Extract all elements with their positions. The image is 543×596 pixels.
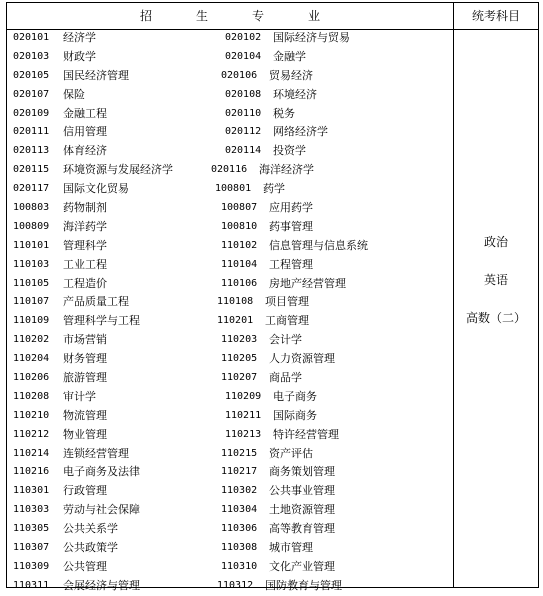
major-name: 财务管理 bbox=[63, 352, 107, 366]
major-name: 国民经济管理 bbox=[63, 68, 129, 82]
major-name: 公共管理 bbox=[63, 559, 107, 573]
major-code: 100807 bbox=[221, 202, 258, 214]
major-name: 市场营销 bbox=[63, 333, 107, 347]
table-header bbox=[7, 3, 538, 30]
major-name: 连锁经营管理 bbox=[63, 446, 129, 460]
table-row bbox=[7, 123, 453, 142]
major-code: 110309 bbox=[13, 560, 50, 572]
major-code: 020107 bbox=[13, 88, 50, 100]
major-code: 110305 bbox=[13, 523, 50, 535]
major-name: 贸易经济 bbox=[269, 68, 313, 82]
major-name: 物业管理 bbox=[63, 427, 107, 441]
major-name: 投资学 bbox=[273, 144, 306, 158]
major-name: 电子商务 bbox=[273, 389, 317, 403]
major-code: 110211 bbox=[225, 409, 262, 421]
major-code: 110205 bbox=[221, 353, 258, 365]
major-code: 110302 bbox=[221, 485, 258, 497]
table-row bbox=[7, 86, 453, 105]
exam-subject-math: 高数（二） bbox=[465, 311, 526, 325]
major-name: 经济学 bbox=[63, 31, 96, 44]
major-name: 文化产业管理 bbox=[269, 559, 335, 573]
major-name: 环境资源与发展经济学 bbox=[63, 163, 173, 177]
major-name: 海洋药学 bbox=[63, 219, 107, 233]
major-code: 110107 bbox=[13, 296, 50, 308]
major-code: 110215 bbox=[221, 447, 258, 459]
major-name: 管理科学 bbox=[63, 238, 107, 252]
major-code: 110104 bbox=[221, 258, 258, 270]
major-code: 110102 bbox=[221, 239, 258, 251]
major-code: 020109 bbox=[13, 107, 50, 119]
major-code: 110201 bbox=[217, 315, 254, 327]
major-name: 网络经济学 bbox=[273, 125, 328, 139]
exam-subject-english: 英语 bbox=[483, 273, 508, 287]
table-row bbox=[7, 369, 453, 388]
table-row bbox=[7, 558, 453, 577]
header-char: 招 bbox=[139, 9, 152, 23]
major-code: 110206 bbox=[13, 372, 50, 384]
major-name: 人力资源管理 bbox=[269, 352, 335, 366]
major-name: 会计学 bbox=[269, 333, 302, 347]
major-name: 行政管理 bbox=[63, 484, 107, 498]
table-row bbox=[7, 218, 453, 237]
major-code: 020116 bbox=[211, 164, 248, 176]
major-code: 110106 bbox=[221, 277, 258, 289]
major-code: 020112 bbox=[225, 126, 262, 138]
major-name: 国防教育与管理 bbox=[265, 578, 342, 592]
major-code: 110212 bbox=[13, 428, 50, 440]
major-code: 110307 bbox=[13, 542, 50, 554]
table-row bbox=[7, 463, 453, 482]
table-row bbox=[7, 237, 453, 256]
major-name: 公共事业管理 bbox=[269, 484, 335, 498]
major-name: 工业工程 bbox=[63, 257, 107, 271]
major-code: 100803 bbox=[13, 202, 50, 214]
major-code: 110217 bbox=[221, 466, 258, 478]
major-code: 110213 bbox=[225, 428, 262, 440]
table-row bbox=[7, 407, 453, 426]
major-name: 环境经济 bbox=[273, 87, 317, 101]
major-name: 应用药学 bbox=[269, 201, 313, 215]
major-code: 110310 bbox=[221, 560, 258, 572]
table-row bbox=[7, 312, 453, 331]
major-name: 药物制剂 bbox=[63, 201, 107, 215]
major-code: 020111 bbox=[13, 126, 50, 138]
table-row bbox=[7, 105, 453, 124]
major-code: 020104 bbox=[225, 50, 262, 62]
table-row bbox=[7, 445, 453, 464]
major-code: 020103 bbox=[13, 50, 50, 62]
table-row bbox=[7, 388, 453, 407]
header-char: 生 bbox=[195, 9, 208, 23]
major-code: 110109 bbox=[13, 315, 50, 327]
major-name: 电子商务及法律 bbox=[63, 465, 140, 479]
major-code: 020102 bbox=[225, 32, 262, 43]
majors-table bbox=[6, 2, 539, 592]
major-name: 旅游管理 bbox=[63, 371, 107, 385]
header-char: 专 bbox=[252, 9, 265, 23]
major-code: 110312 bbox=[217, 579, 254, 591]
table-row bbox=[7, 29, 453, 48]
column-divider bbox=[453, 29, 454, 587]
major-name: 金融工程 bbox=[63, 106, 107, 120]
major-code: 110204 bbox=[13, 353, 50, 365]
major-code: 020114 bbox=[225, 145, 262, 157]
major-code: 020105 bbox=[13, 69, 50, 81]
major-name: 特许经营管理 bbox=[273, 427, 339, 441]
major-name: 财政学 bbox=[63, 49, 96, 63]
table-row bbox=[7, 501, 453, 520]
major-code: 110203 bbox=[221, 334, 258, 346]
table-row bbox=[7, 577, 453, 596]
major-code: 110202 bbox=[13, 334, 50, 346]
major-code: 020110 bbox=[225, 107, 262, 119]
major-code: 100801 bbox=[215, 183, 252, 195]
major-code: 100810 bbox=[221, 220, 258, 232]
major-name: 高等教育管理 bbox=[269, 522, 335, 536]
major-code: 110303 bbox=[13, 504, 50, 516]
major-name: 产品质量工程 bbox=[63, 295, 129, 309]
major-code: 100809 bbox=[13, 220, 50, 232]
majors-list bbox=[7, 29, 453, 596]
major-code: 110216 bbox=[13, 466, 50, 478]
table-row bbox=[7, 256, 453, 275]
table-row bbox=[7, 293, 453, 312]
major-name: 工程管理 bbox=[269, 257, 313, 271]
table-row bbox=[7, 48, 453, 67]
table-row bbox=[7, 161, 453, 180]
major-name: 项目管理 bbox=[265, 295, 309, 309]
major-name: 城市管理 bbox=[269, 541, 313, 555]
table-row bbox=[7, 331, 453, 350]
major-code: 020101 bbox=[13, 32, 50, 43]
exam-subject-politics: 政治 bbox=[483, 235, 508, 249]
major-name: 工程造价 bbox=[63, 276, 107, 290]
major-name: 国际文化贸易 bbox=[63, 182, 129, 196]
header-majors-title bbox=[7, 3, 453, 29]
major-name: 审计学 bbox=[63, 389, 96, 403]
major-name: 公共政策学 bbox=[63, 541, 118, 555]
major-name: 金融学 bbox=[273, 49, 306, 63]
header-exam-subjects: 统考科目 bbox=[453, 3, 538, 29]
major-code: 110214 bbox=[13, 447, 50, 459]
major-code: 110103 bbox=[13, 258, 50, 270]
table-row bbox=[7, 426, 453, 445]
table-row bbox=[7, 180, 453, 199]
major-name: 资产评估 bbox=[269, 446, 313, 460]
major-name: 劳动与社会保障 bbox=[63, 503, 140, 517]
major-name: 体育经济 bbox=[63, 144, 107, 158]
major-name: 物流管理 bbox=[63, 408, 107, 422]
table-row bbox=[7, 275, 453, 294]
major-code: 110208 bbox=[13, 390, 50, 402]
major-name: 工商管理 bbox=[265, 314, 309, 328]
major-code: 020106 bbox=[221, 69, 258, 81]
major-code: 110210 bbox=[13, 409, 50, 421]
table-row bbox=[7, 142, 453, 161]
major-code: 020108 bbox=[225, 88, 262, 100]
major-name: 商务策划管理 bbox=[269, 465, 335, 479]
major-code: 110209 bbox=[225, 390, 262, 402]
table-row bbox=[7, 539, 453, 558]
major-code: 110311 bbox=[13, 579, 50, 591]
major-code: 110308 bbox=[221, 542, 258, 554]
major-name: 保险 bbox=[63, 87, 85, 101]
major-code: 020113 bbox=[13, 145, 50, 157]
major-name: 房地产经营管理 bbox=[269, 276, 346, 290]
major-code: 110105 bbox=[13, 277, 50, 289]
major-name: 税务 bbox=[273, 106, 295, 120]
major-name: 管理科学与工程 bbox=[63, 314, 140, 328]
major-name: 国际经济与贸易 bbox=[273, 31, 350, 44]
major-code: 110301 bbox=[13, 485, 50, 497]
table-row bbox=[7, 482, 453, 501]
major-code: 110306 bbox=[221, 523, 258, 535]
table-row bbox=[7, 199, 453, 218]
major-name: 海洋经济学 bbox=[259, 163, 314, 177]
major-code: 110207 bbox=[221, 372, 258, 384]
major-name: 信用管理 bbox=[63, 125, 107, 139]
major-code: 020115 bbox=[13, 164, 50, 176]
major-code: 110304 bbox=[221, 504, 258, 516]
table-row bbox=[7, 67, 453, 86]
major-name: 会展经济与管理 bbox=[63, 578, 140, 592]
major-name: 土地资源管理 bbox=[269, 503, 335, 517]
major-name: 药事管理 bbox=[269, 219, 313, 233]
major-name: 药学 bbox=[263, 182, 285, 196]
major-name: 信息管理与信息系统 bbox=[269, 238, 368, 252]
major-name: 公共关系学 bbox=[63, 522, 118, 536]
major-code: 110108 bbox=[217, 296, 254, 308]
header-char: 业 bbox=[308, 9, 321, 23]
major-code: 110101 bbox=[13, 239, 50, 251]
table-row bbox=[7, 520, 453, 539]
major-name: 商品学 bbox=[269, 371, 302, 385]
table-row bbox=[7, 350, 453, 369]
major-code: 020117 bbox=[13, 183, 50, 195]
major-name: 国际商务 bbox=[273, 408, 317, 422]
